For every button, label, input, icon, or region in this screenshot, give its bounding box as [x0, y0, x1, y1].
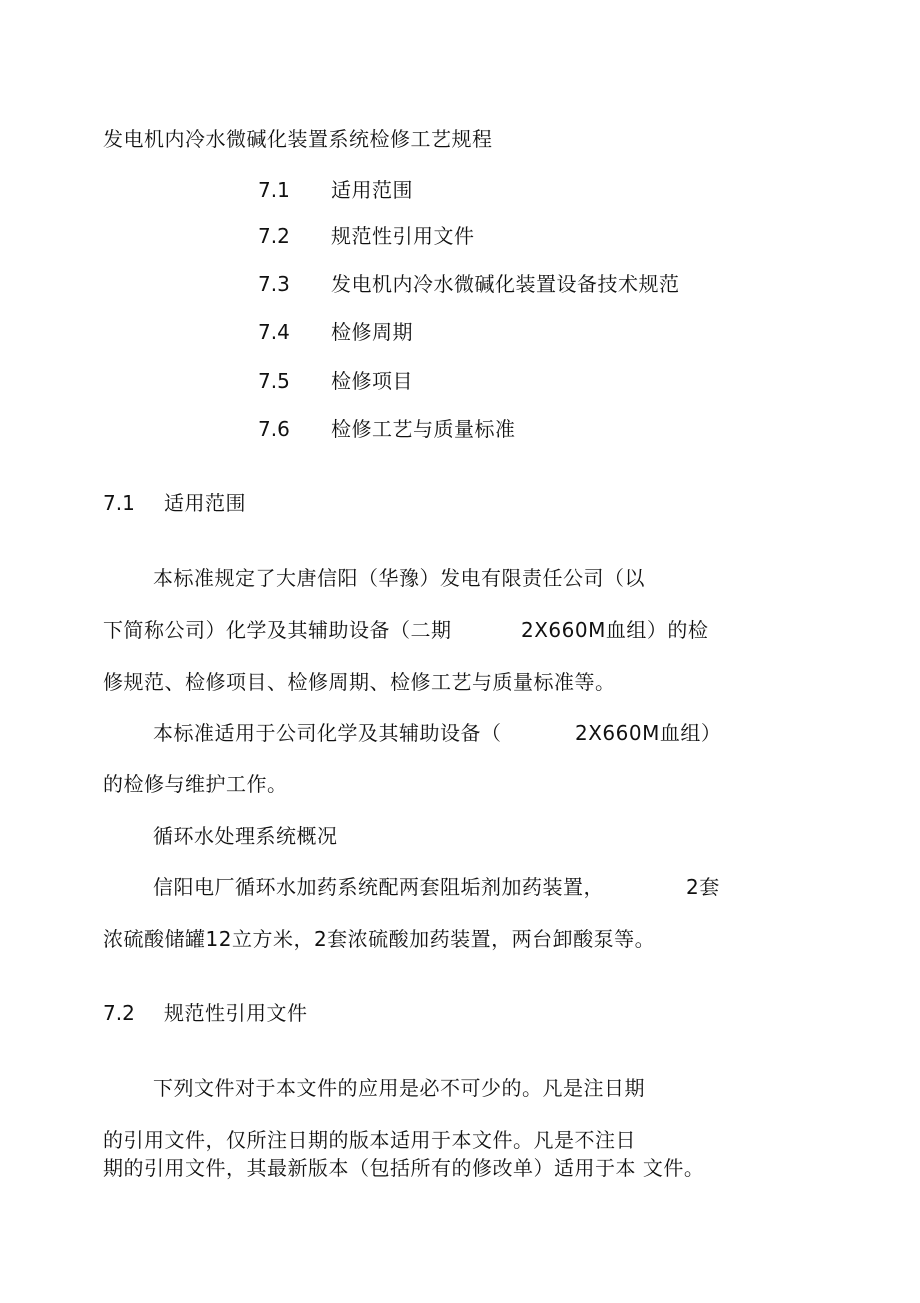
toc-number: 7.3 — [258, 272, 290, 296]
sub-heading: 循环水处理系统概况 — [153, 824, 338, 848]
paragraph-line: 的检修与维护工作。 — [103, 772, 288, 796]
paragraph-line: 本标准规定了大唐信阳（华豫）发电有限责任公司（以 — [153, 566, 645, 590]
section-heading: 适用范围 — [164, 491, 246, 515]
toc-text: 检修项目 — [331, 369, 413, 393]
paragraph-line: 本标准适用于公司化学及其辅助设备（ — [153, 721, 502, 745]
toc-text: 适用范围 — [331, 178, 413, 202]
paragraph-line: 2套 — [686, 875, 720, 899]
section-number: 7.2 — [103, 1001, 135, 1025]
paragraph-line: 信阳电厂循环水加药系统配两套阻垢剂加药装置， — [153, 875, 604, 899]
toc-text: 检修周期 — [331, 320, 413, 344]
paragraph-line: 2X660M血组）的检 — [521, 618, 709, 642]
document-title: 发电机内冷水微碱化装置系统检修工艺规程 — [103, 127, 493, 151]
paragraph-line: 修规范、检修项目、检修周期、检修工艺与质量标准等。 — [103, 670, 616, 694]
toc-number: 7.5 — [258, 369, 290, 393]
toc-number: 7.2 — [258, 224, 290, 248]
section-number: 7.1 — [103, 491, 135, 515]
paragraph-line: 的引用文件，仅所注日期的版本适用于本文件。凡是不注日 — [103, 1128, 636, 1152]
toc-number: 7.1 — [258, 178, 290, 202]
paragraph-line: 期的引用文件，其最新版本（包括所有的修改单）适用于本 文件。 — [103, 1156, 705, 1180]
paragraph-line: 浓硫酸储罐12立方米，2套浓硫酸加药装置，两台卸酸泵等。 — [103, 927, 656, 951]
toc-text: 规范性引用文件 — [331, 224, 475, 248]
section-heading: 规范性引用文件 — [164, 1001, 308, 1025]
paragraph-line: 2X660M血组） — [575, 721, 722, 745]
toc-text: 发电机内冷水微碱化装置设备技术规范 — [331, 272, 680, 296]
toc-number: 7.4 — [258, 320, 290, 344]
toc-text: 检修工艺与质量标准 — [331, 417, 516, 441]
paragraph-line: 下简称公司）化学及其辅助设备（二期 — [103, 618, 452, 642]
toc-number: 7.6 — [258, 417, 290, 441]
paragraph-line: 下列文件对于本文件的应用是必不可少的。凡是注日期 — [153, 1076, 645, 1100]
